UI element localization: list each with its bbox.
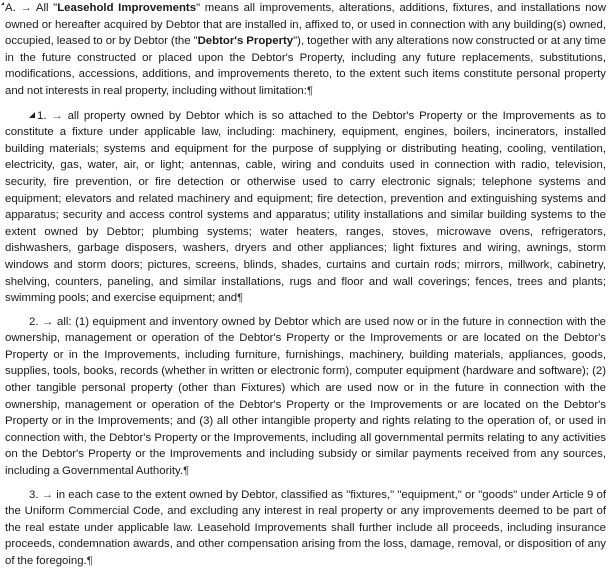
tab-arrow-icon: → — [20, 2, 32, 14]
tab-arrow-icon: → — [41, 488, 54, 501]
tab-arrow-icon: → — [42, 315, 54, 328]
pilcrow-icon: ¶ — [86, 555, 93, 567]
list-item-1-label: 1. — [37, 109, 47, 122]
pilcrow-icon: ¶ — [183, 465, 190, 478]
paragraph-a-text-3: "), together with any alterations now constructed or at any time in the future constructed or placed upon the Debtor's Property, including any future replacements, substitutions, modifications, accessions, additions, and improvements thereto, to the extent such items constitute personal property and not interests in real property, including without limitation: — [5, 35, 607, 97]
list-item-1[interactable] — [5, 108, 606, 307]
paragraph-anchor-icon — [1, 2, 4, 5]
list-item-2[interactable] — [5, 314, 606, 480]
list-item-2-text: all: (1) equipment and inventory owned by Debtor which are used now or in the future in connection with the ownership, management or operation of the Debtor's Property or the Improvements or are located on the Debtor's Property or in the Improvements, including furniture, furnishings, machinery, building materials, appliances, goods, supplies, tools, books, records (whether in written or electronic form), computer equipment (hardware and software); (2) other tangible personal property (other than Fixtures) which are used now or in the future in connection with the ownership, management or operation of the Debtor's Property or the Improvements or are located on the Debtor's Property or in the Improvements; and (3) all other intangible property and rights relating to the operation of, or used in connection with, the Debtor's Property or the Improvements, including all governmental permits relating to any activities on the Debtor's Property or the Improvements and including subsidy or similar payments received from any sources, including a Governmental Authority. — [5, 315, 606, 478]
paragraph-a-text-2: " means all improvements, alterations, additions, fixtures, and installations now owned or hereafter acquired by Debtor that are installed in, affixed to, or used in connection with any building(s) owned, occupied, leased to or by Debtor (the " — [5, 2, 606, 48]
debtors-property-term: Debtor's Property — [197, 35, 294, 48]
document-body — [5, 0, 606, 577]
leasehold-improvements-term: Leasehold Improvements — [57, 2, 197, 14]
collapse-triangle-icon[interactable] — [29, 112, 35, 118]
tab-arrow-icon: → — [51, 109, 63, 122]
list-item-3[interactable] — [5, 487, 606, 570]
pilcrow-icon: ¶ — [237, 292, 244, 305]
paragraph-a-text-1: All " — [35, 2, 58, 14]
list-item-1-text: all property owned by Debtor which is so attached to the Debtor's Property or the Improvements as to constitute a fixture under applicable law, including: machinery, equipment, engines, boilers, incinerators, installed building materials; systems and equipment for the purpose of supplying or distributing heating, cooling, ventilation, electricity, gas, water, air, or light; antennas, cable, wiring and conduits used in connection with radio, television, security, fire prevention, or fire detection or otherwise used to carry electronic signals; telephone systems and equipment; elevators and related machinery and equipment; fire detection, prevention and extinguishing systems and apparatus; security and access control systems and apparatus; utility installations and similar building systems to the extent owned by Debtor; plumbing systems; water heaters, ranges, stoves, microwave ovens, refrigerators, dishwashers, garbage disposers, washers, dryers and other appliances; light fixtures and wiring, awnings, storm windows and storm doors; pictures, screens, blinds, shades, curtains and curtain rods; mirrors, millwork, cabinetry, shelving, counters, paneling, and similar installations, rugs and floor and wall coverings; fences, trees and plants; swimming pools; and exercise equipment; and — [5, 109, 606, 305]
paragraph-a[interactable] — [5, 0, 606, 100]
list-item-3-label: 3. — [29, 488, 39, 501]
paragraph-a-label: A. — [5, 2, 16, 14]
pilcrow-icon: ¶ — [306, 84, 314, 97]
list-item-3-text: in each case to the extent owned by Debtor, classified as "fixtures," "equipment," or "goods" under Article 9 of the Uniform Commercial Code, and excluding any interest in real property or any improvements deemed to be part of the real estate under applicable law. Leasehold Improvements shall further include all proceeds, including insurance proceeds, condemnation awards, and other compensation arising from the loss, damage, removal, or disposition of any of the foregoing. — [5, 488, 606, 567]
list-item-2-label: 2. — [29, 315, 39, 328]
